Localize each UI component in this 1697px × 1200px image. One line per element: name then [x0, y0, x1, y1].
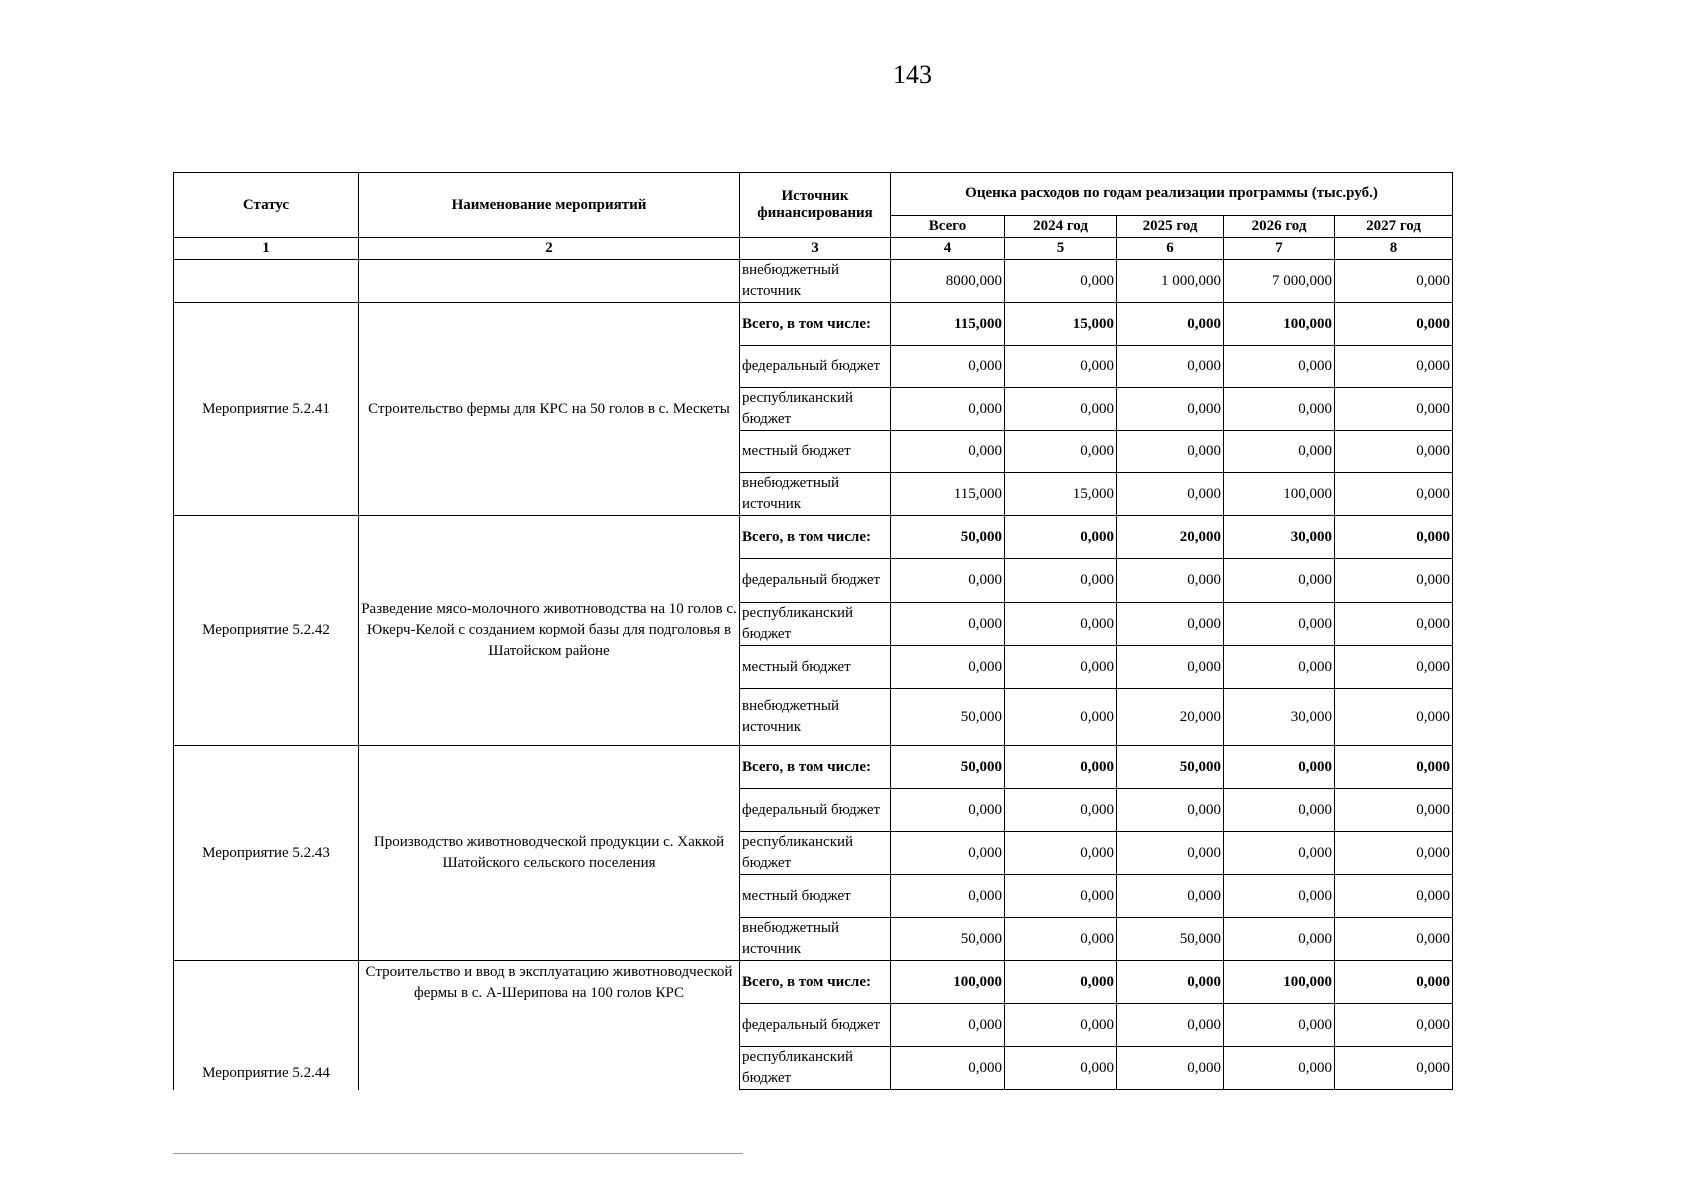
value-cell: 0,000	[1117, 875, 1224, 918]
value-cell: 115,000	[891, 473, 1005, 516]
header-name: Наименование мероприятий	[359, 173, 740, 238]
table-row	[174, 516, 1453, 559]
value-cell: 100,000	[1224, 473, 1335, 516]
source-cell: республиканский бюджет	[740, 1047, 891, 1090]
value-cell: 0,000	[1224, 875, 1335, 918]
value-cell: 0,000	[1005, 875, 1117, 918]
value-cell: 100,000	[1224, 961, 1335, 1004]
value-cell: 0,000	[1335, 646, 1453, 689]
value-cell: 0,000	[1224, 789, 1335, 832]
value-cell: 0,000	[1117, 961, 1224, 1004]
table-row	[174, 303, 1453, 346]
value-cell: 0,000	[1117, 603, 1224, 646]
source-cell: республиканский бюджет	[740, 388, 891, 431]
value-cell: 0,000	[1335, 832, 1453, 875]
value-cell: 0,000	[1005, 1004, 1117, 1047]
value-cell: 0,000	[1335, 603, 1453, 646]
value-cell: 0,000	[1335, 559, 1453, 603]
value-cell: 8000,000	[891, 260, 1005, 303]
table-row	[174, 961, 1453, 1004]
value-cell: 20,000	[1117, 516, 1224, 559]
name-cell: Производство животноводческой продукции с. Хаккой Шатойского сельского поселения	[359, 746, 740, 961]
value-cell: 1 000,000	[1117, 260, 1224, 303]
value-cell: 15,000	[1005, 303, 1117, 346]
status-cell: Мероприятие 5.2.42	[174, 516, 359, 746]
value-cell: 0,000	[1335, 388, 1453, 431]
value-cell: 0,000	[1335, 746, 1453, 789]
value-cell: 0,000	[891, 1004, 1005, 1047]
value-cell: 0,000	[1335, 303, 1453, 346]
table-row	[174, 746, 1453, 789]
source-cell: федеральный бюджет	[740, 346, 891, 388]
table-row	[174, 260, 1453, 303]
status-cell: Мероприятие 5.2.41	[174, 303, 359, 516]
column-number: 8	[1335, 238, 1453, 260]
value-cell: 0,000	[1005, 746, 1117, 789]
source-cell: федеральный бюджет	[740, 1004, 891, 1047]
value-cell: 50,000	[891, 918, 1005, 961]
source-cell: Всего, в том числе:	[740, 516, 891, 559]
value-cell: 50,000	[1117, 918, 1224, 961]
value-cell: 0,000	[891, 603, 1005, 646]
value-cell: 30,000	[1224, 689, 1335, 746]
value-cell: 0,000	[891, 388, 1005, 431]
value-cell: 0,000	[1224, 832, 1335, 875]
value-cell: 0,000	[1224, 646, 1335, 689]
source-cell: внебюджетный источник	[740, 918, 891, 961]
name-cell: Разведение мясо-молочного животноводства на 10 голов с. Юкерч-Келой с созданием кормой базы для подголовья в Шатойском районе	[359, 516, 740, 746]
column-number: 7	[1224, 238, 1335, 260]
header-estimate: Оценка расходов по годам реализации программы (тыс.руб.)	[891, 173, 1453, 216]
value-cell: 0,000	[1224, 603, 1335, 646]
value-cell: 0,000	[1335, 431, 1453, 473]
value-cell: 0,000	[1224, 1004, 1335, 1047]
value-cell: 0,000	[1117, 473, 1224, 516]
name-cell: Строительство и ввод в эксплуатацию животноводческой фермы в с. А-Шерипова на 100 голов КРС	[359, 961, 740, 1090]
value-cell: 0,000	[891, 346, 1005, 388]
value-cell: 0,000	[1335, 918, 1453, 961]
status-cell: Мероприятие 5.2.44	[174, 961, 359, 1090]
value-cell: 0,000	[1117, 1047, 1224, 1090]
value-cell: 100,000	[891, 961, 1005, 1004]
source-cell: местный бюджет	[740, 646, 891, 689]
source-cell: республиканский бюджет	[740, 603, 891, 646]
header-total: Всего	[891, 215, 1005, 237]
footer-underline	[173, 1153, 743, 1154]
value-cell: 0,000	[1005, 789, 1117, 832]
value-cell: 0,000	[1117, 346, 1224, 388]
source-cell: Всего, в том числе:	[740, 746, 891, 789]
value-cell: 0,000	[1005, 559, 1117, 603]
source-cell: внебюджетный источник	[740, 689, 891, 746]
value-cell: 50,000	[891, 516, 1005, 559]
value-cell: 0,000	[1224, 1047, 1335, 1090]
status-cell: Мероприятие 5.2.43	[174, 746, 359, 961]
value-cell: 0,000	[891, 832, 1005, 875]
column-number: 6	[1117, 238, 1224, 260]
value-cell: 115,000	[891, 303, 1005, 346]
value-cell: 0,000	[1117, 832, 1224, 875]
value-cell: 0,000	[1117, 559, 1224, 603]
value-cell: 20,000	[1117, 689, 1224, 746]
column-number: 3	[740, 238, 891, 260]
source-cell: федеральный бюджет	[740, 789, 891, 832]
value-cell: 0,000	[1005, 961, 1117, 1004]
value-cell: 50,000	[1117, 746, 1224, 789]
value-cell: 0,000	[1335, 1004, 1453, 1047]
value-cell: 0,000	[1005, 646, 1117, 689]
value-cell: 0,000	[1224, 918, 1335, 961]
header-2024: 2024 год	[1005, 215, 1117, 237]
header-2026: 2026 год	[1224, 215, 1335, 237]
value-cell: 0,000	[1117, 431, 1224, 473]
value-cell: 0,000	[1335, 516, 1453, 559]
page-number: 143	[893, 60, 932, 89]
value-cell: 0,000	[1117, 789, 1224, 832]
value-cell: 0,000	[1005, 603, 1117, 646]
status-cell	[174, 260, 359, 303]
column-number: 5	[1005, 238, 1117, 260]
column-number: 4	[891, 238, 1005, 260]
value-cell: 0,000	[891, 1047, 1005, 1090]
header-2027: 2027 год	[1335, 215, 1453, 237]
value-cell: 0,000	[1005, 260, 1117, 303]
header-status: Статус	[174, 173, 359, 238]
source-cell: федеральный бюджет	[740, 559, 891, 603]
value-cell: 0,000	[1005, 832, 1117, 875]
value-cell: 0,000	[1224, 746, 1335, 789]
value-cell: 50,000	[891, 689, 1005, 746]
value-cell: 100,000	[1224, 303, 1335, 346]
value-cell: 0,000	[891, 875, 1005, 918]
value-cell: 0,000	[1005, 516, 1117, 559]
value-cell: 0,000	[1335, 961, 1453, 1004]
value-cell: 0,000	[1335, 689, 1453, 746]
value-cell: 0,000	[1005, 346, 1117, 388]
source-cell: внебюджетный источник	[740, 260, 891, 303]
value-cell: 0,000	[891, 559, 1005, 603]
value-cell: 0,000	[1224, 431, 1335, 473]
value-cell: 0,000	[1117, 303, 1224, 346]
value-cell: 0,000	[1005, 431, 1117, 473]
header-2025: 2025 год	[1117, 215, 1224, 237]
value-cell: 30,000	[1224, 516, 1335, 559]
value-cell: 0,000	[1005, 918, 1117, 961]
value-cell: 15,000	[1005, 473, 1117, 516]
value-cell: 0,000	[1335, 789, 1453, 832]
value-cell: 0,000	[1335, 1047, 1453, 1090]
value-cell: 0,000	[1224, 559, 1335, 603]
value-cell: 0,000	[1335, 260, 1453, 303]
value-cell: 0,000	[1224, 346, 1335, 388]
value-cell: 0,000	[891, 789, 1005, 832]
value-cell: 0,000	[1335, 473, 1453, 516]
source-cell: местный бюджет	[740, 875, 891, 918]
value-cell: 0,000	[1005, 388, 1117, 431]
source-cell: Всего, в том числе:	[740, 961, 891, 1004]
budget-table	[173, 172, 1453, 1090]
source-cell: Всего, в том числе:	[740, 303, 891, 346]
value-cell: 0,000	[1005, 689, 1117, 746]
value-cell: 0,000	[1335, 875, 1453, 918]
source-cell: внебюджетный источник	[740, 473, 891, 516]
value-cell: 0,000	[1117, 1004, 1224, 1047]
value-cell: 0,000	[1005, 1047, 1117, 1090]
value-cell: 0,000	[1224, 388, 1335, 431]
value-cell: 7 000,000	[1224, 260, 1335, 303]
column-number: 2	[359, 238, 740, 260]
value-cell: 0,000	[891, 431, 1005, 473]
source-cell: республиканский бюджет	[740, 832, 891, 875]
value-cell: 0,000	[891, 646, 1005, 689]
source-cell: местный бюджет	[740, 431, 891, 473]
name-cell: Строительство фермы для КРС на 50 голов в с. Мескеты	[359, 303, 740, 516]
value-cell: 0,000	[1117, 388, 1224, 431]
name-cell	[359, 260, 740, 303]
value-cell: 50,000	[891, 746, 1005, 789]
value-cell: 0,000	[1117, 646, 1224, 689]
header-source: Источник финансирования	[740, 173, 891, 238]
value-cell: 0,000	[1335, 346, 1453, 388]
column-number: 1	[174, 238, 359, 260]
column-number-row	[174, 238, 1453, 260]
